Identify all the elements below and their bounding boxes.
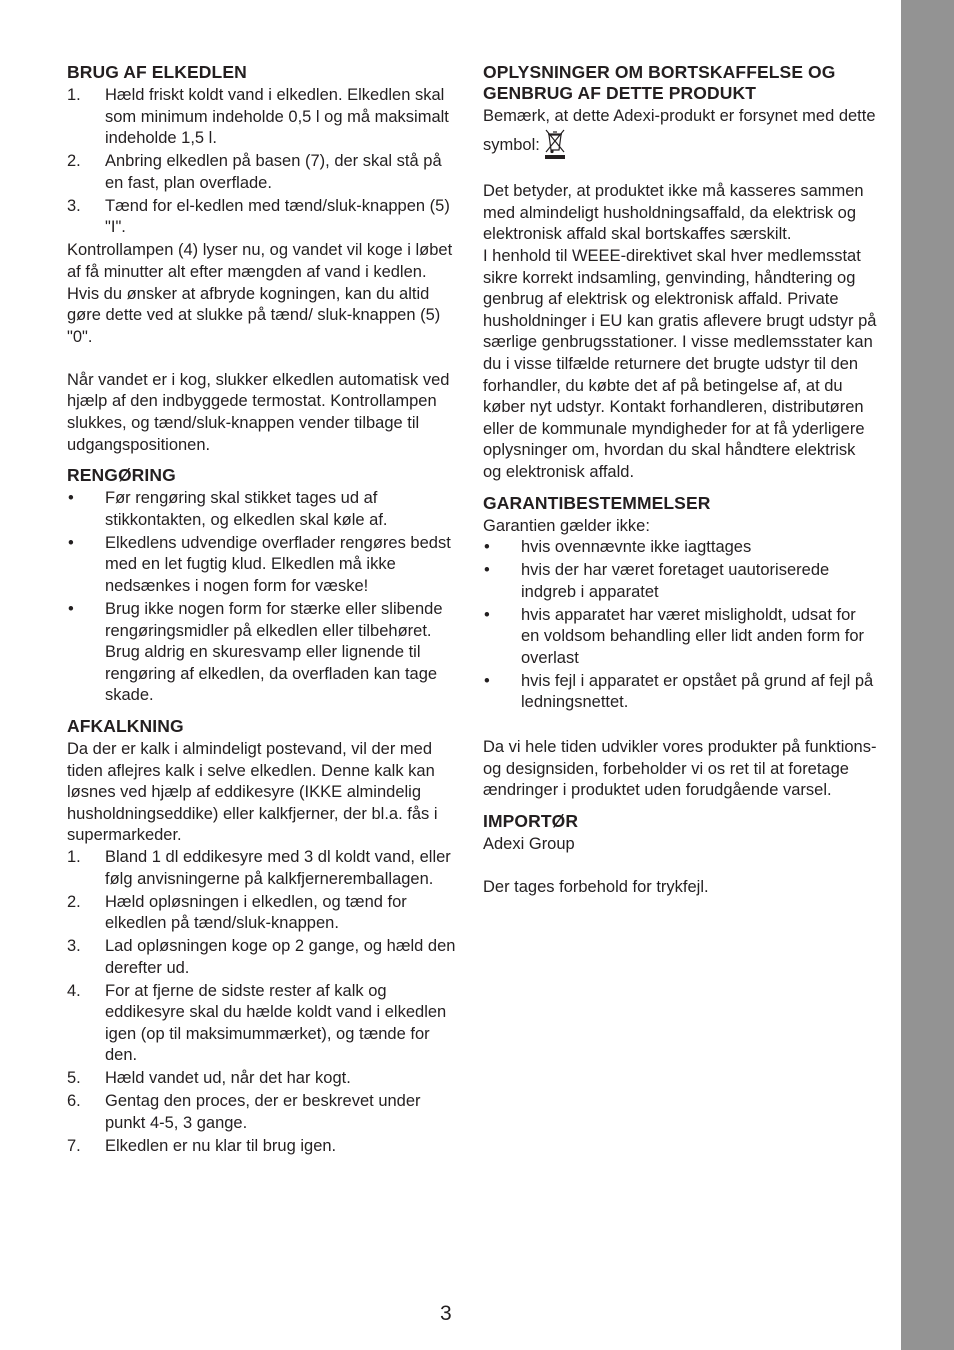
- bullet-icon: •: [484, 538, 490, 557]
- left-column: [67, 62, 459, 1159]
- list-item: 1. Bland 1 dl eddikesyre med 3 dl koldt vand, eller følg anvisningerne på kalkfjerneremballagen.: [67, 847, 451, 888]
- list-item: 3. Lad opløsningen koge op 2 gange, og hæld den derefter ud.: [67, 937, 456, 977]
- list-item: • hvis ovennævnte ikke iagttages: [483, 537, 878, 559]
- list-item: 1. Hæld friskt koldt vand i elkedlen. Elkedlen skal som minimum indeholde 0,5 l og må maksimalt indeholde 1,5 l.: [67, 86, 449, 148]
- heading-bortskaffelse: OPLYSNINGER OM BORTSKAFFELSE OG GENBRUG AF DETTE PRODUKT: [483, 62, 836, 103]
- garanti-bullets: [483, 537, 878, 714]
- afkalkning-intro: Da der er kalk i almindeligt postevand, vil der med tiden aflejres kalk i selve elkedlen. Denne kalk kan løsnes ved hjælp af eddikesyre (IKKE almindelig husholdningseddike) eller kalkfjerner, der bl.a. fås i supermarkeder.: [67, 739, 438, 845]
- crossed-out-wheelie-bin-icon: [544, 128, 566, 160]
- afkalkning-steps: [67, 847, 459, 1158]
- brug-paragraph-2: Når vandet er i kog, slukker elkedlen automatisk ved hjælp af den indbyggede termostat. Kontrollampen slukkes, og tænd/sluk-knappen vender tilbage til udgangspositionen.: [67, 370, 450, 454]
- right-column: [483, 62, 878, 899]
- bullet-icon: •: [484, 605, 490, 624]
- importor-company: Adexi Group: [483, 834, 575, 853]
- list-item: • Elkedlens udvendige overflader rengøres bedst med en let fugtig klud. Elkedlen må ikke nedsænkes i nogen form for væske!: [68, 533, 451, 596]
- heading-brug: BRUG AF ELKEDLEN: [67, 62, 247, 82]
- bullet-icon: •: [484, 671, 490, 690]
- list-item: 7. Elkedlen er nu klar til brug igen.: [67, 1137, 337, 1156]
- bullet-icon: •: [484, 561, 490, 580]
- heading-garanti: GARANTIBESTEMMELSER: [483, 492, 711, 513]
- list-item: 6. Gentag den proces, der er beskrevet under punkt 4-5, 3 gange.: [67, 1092, 421, 1133]
- heading-rengoring: RENGØRING: [67, 465, 176, 486]
- list-item: • hvis fejl i apparatet er opstået på grund af fejl på ledningsnettet.: [484, 671, 874, 712]
- list-item: • Brug ikke nogen form for stærke eller slibende rengøringsmidler på elkedlen eller tilbehøret. Brug aldrig en skuresvamp eller lignende til rengøring af elkedlen, da overfladen kan tage skade.: [68, 600, 443, 705]
- brug-steps: [67, 85, 459, 239]
- heading-importor: IMPORTØR: [483, 810, 579, 831]
- heading-afkalkning: AFKALKNING: [67, 715, 184, 736]
- garanti-closing: Da vi hele tiden udvikler vores produkter på funktions- og designsiden, forbeholder vi os ret til at foretage ændringer i produktet uden forudgående varsel.: [483, 738, 877, 800]
- list-item: 2. Hæld opløsningen i elkedlen, og tænd for elkedlen på tænd/sluk-knappen.: [67, 892, 407, 933]
- list-item: 2. Anbring elkedlen på basen (7), der skal stå på en fast, plan overflade.: [67, 152, 442, 192]
- garanti-intro: Garantien gælder ikke:: [483, 516, 650, 535]
- list-item: • Før rengøring skal stikket tages ud af stikkontakten, og elkedlen skal køle af.: [68, 489, 388, 529]
- bortskaffelse-paragraph-1: Det betyder, at produktet ikke må kasseres sammen med almindeligt husholdningsaffald, da elektrisk og elektronisk affald skal bortskaffes særskilt.: [483, 182, 864, 244]
- list-item: 5. Hæld vandet ud, når det har kogt.: [67, 1069, 351, 1088]
- bullet-icon: •: [68, 489, 74, 508]
- rengoring-bullets: [67, 488, 459, 707]
- list-item: 4. For at fjerne de sidste rester af kalk og eddikesyre skal du hælde koldt vand i elkedlen igen (op til maksimummærket), og tænde for den.: [67, 981, 447, 1065]
- side-tab-bar: [901, 0, 954, 1350]
- list-item: • hvis der har været foretaget uautoriserede indgreb i apparatet: [484, 561, 830, 601]
- bullet-icon: •: [68, 600, 74, 619]
- bullet-icon: •: [68, 533, 74, 552]
- page-number: 3: [440, 1302, 452, 1325]
- brug-paragraph-1: Kontrollampen (4) lyser nu, og vandet vil koge i løbet af få minutter alt efter mængden af vand i kedlen. Hvis du ønsker at afbryde kogningen, kan du altid gøre dette ved at slukke på tænd/ sluk-knappen (5) "0".: [67, 241, 453, 346]
- importor-disclaimer: Der tages forbehold for trykfejl.: [483, 877, 709, 896]
- bortskaffelse-intro: Bemærk, at dette Adexi-produkt er forsynet med dette symbol:: [483, 106, 878, 160]
- bortskaffelse-paragraph-2: I henhold til WEEE-direktivet skal hver medlemsstat sikre korrekt indsamling, genvinding, håndtering og genbrug af elektrisk og elektronisk affald. Private husholdninger i EU kan gratis aflevere brugt udstyr på særlige genbrugsstationer. I visse medlemsstater kan du i visse tilfælde returnere det brugte udstyr til den forhandler, du købte det af på betingelse af, at du køber nyt udstyr. Kontakt forhandleren, distributøren eller de kommunale myndigheder for at få yderligere oplysninger om, hvordan du skal håndtere elektrisk og elektronisk affald.: [483, 246, 877, 481]
- list-item: 3. Tænd for el-kedlen med tænd/sluk-knappen (5) "I".: [67, 196, 450, 237]
- list-item: • hvis apparatet har været misligholdt, udsat for en voldsom behandling eller lidt anden form for overlast: [484, 605, 865, 667]
